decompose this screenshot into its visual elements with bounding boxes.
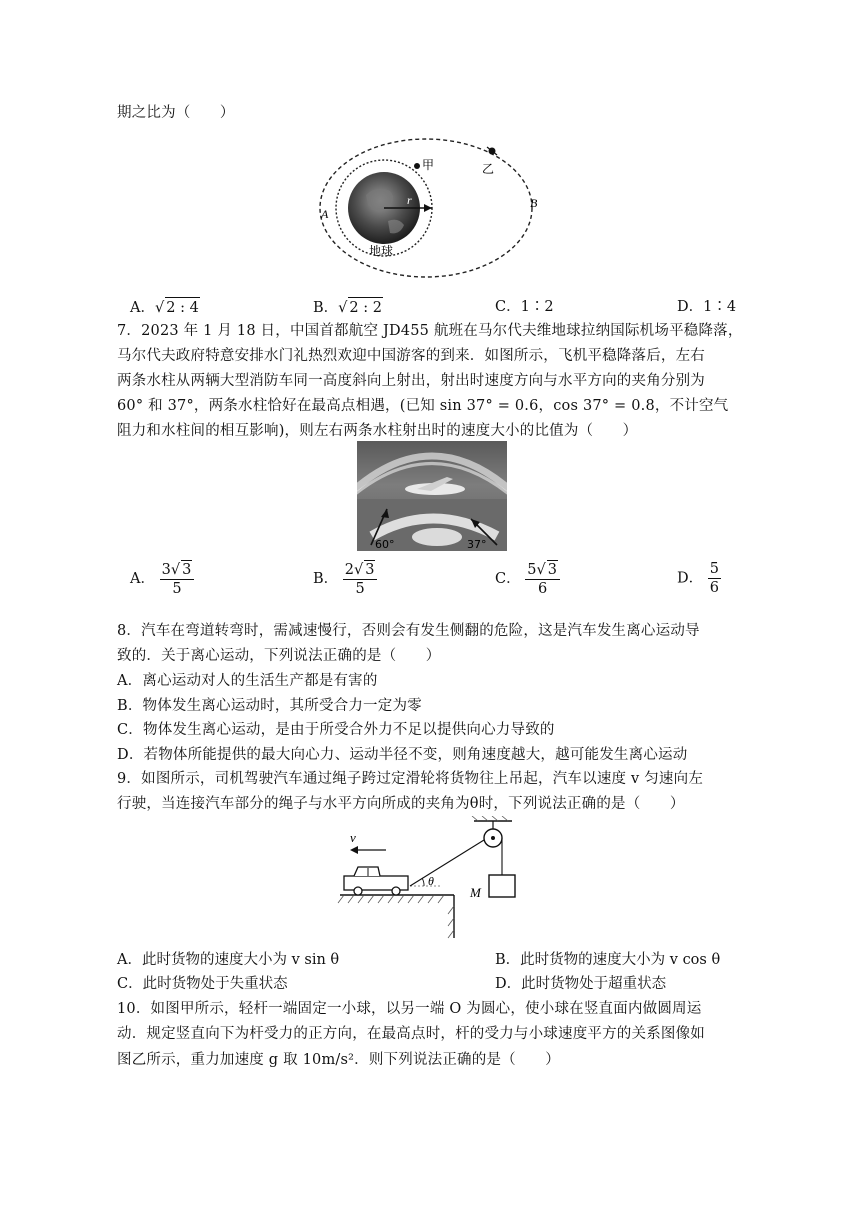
q9-option-c: C．此时货物处于失重状态 (117, 976, 288, 992)
q7-line-1: 7．2023 年 1 月 18 日，中国首都航空 JD455 航班在马尔代夫维地球拉纳国际机场平稳降落， (117, 323, 743, 339)
angle-left-label: 60° (375, 538, 395, 551)
label-m: M (470, 885, 481, 900)
q10-line-2: 动．规定竖直向下为杆受力的正方向，在最高点时，杆的受力与小球速度平方的关系图像如 (117, 1026, 705, 1042)
rope (410, 840, 484, 886)
q8-option-a: A．离心运动对人的生活生产都是有害的 (117, 673, 378, 689)
q7-line-2: 马尔代夫政府特意安排水门礼热烈欢迎中国游客的到来．如图所示，飞机平稳降落后，左右 (117, 348, 705, 364)
q7-line-4: 60° 和 37°，两条水柱恰好在最高点相遇，(已知 sin 37° = 0.6，cos 37° = 0.8，不计空气 (117, 398, 729, 414)
label-earth: 地球 (369, 244, 394, 258)
satellite-jia-icon (414, 163, 420, 169)
q9-option-d: D．此时货物处于超重状态 (495, 976, 667, 992)
q9-option-b: B．此时货物的速度大小为 v cos θ (495, 952, 721, 968)
label-r: r (407, 193, 412, 207)
label-a: A (321, 207, 329, 221)
q10-line-1: 10．如图甲所示，轻杆一端固定一小球，以另一端 O 为圆心，使小球在竖直面内做圆周运 (117, 1001, 702, 1017)
q6-option-c: C．1∶2 (495, 299, 554, 315)
truck-icon (344, 867, 408, 895)
water-salute-photo (357, 441, 507, 551)
q7-line-3: 两条水柱从两辆大型消防车同一高度斜向上射出，射出时速度方向与水平方向的夹角分别为 (117, 373, 705, 389)
label-jia: 甲 (422, 158, 435, 172)
q6-option-b: B．√ 2 : 2 (313, 297, 383, 318)
label-yi: 乙 (482, 162, 495, 176)
q9-line-2: 行驶，当连接汽车部分的绳子与水平方向所成的夹角为θ时，下列说法正确的是（ ） (117, 796, 685, 812)
q7-option-a: A． $\frac{3√ 3}{5}$ (130, 560, 194, 598)
q6-tail-text: 期之比为（ ） (117, 105, 235, 121)
q8-option-b: B．物体发生离心运动时，其所受合力一定为零 (117, 698, 422, 714)
orbit-figure (318, 135, 540, 281)
q7-line-5: 阻力和水柱间的相互影响)，则左右两条水柱射出时的速度大小的比值为（ ） (117, 423, 638, 439)
q9-option-a: A．此时货物的速度大小为 v sin θ (117, 952, 340, 968)
q8-line-2: 致的．关于离心运动，下列说法正确的是（ ） (117, 648, 441, 664)
q7-option-b: B． $\frac{2√ 3}{5}$ (313, 560, 377, 598)
label-v: v (350, 830, 356, 845)
q7-option-d: D． $\frac{5}{6}$ (677, 561, 719, 596)
q8-option-c: C．物体发生离心运动，是由于所受合外力不足以提供向心力导致的 (117, 722, 555, 738)
q10-line-3: 图乙所示，重力加速度 g 取 10m/s²．则下列说法正确的是（ ） (117, 1052, 560, 1068)
label-theta: θ (428, 874, 434, 888)
q6-option-a: A．√ 2 : 4 (130, 297, 200, 318)
q8-line-1: 8．汽车在弯道转弯时，需减速慢行，否则会有发生侧翻的危险，这是汽车发生离心运动导 (117, 623, 700, 639)
label-b: B (530, 196, 538, 210)
q6-option-d: D．1∶4 (677, 299, 737, 315)
angle-right-label: 37° (467, 538, 487, 551)
mass-block (489, 875, 515, 897)
q8-option-d: D．若物体所能提供的最大向心力、运动半径不变，则角速度越大，越可能发生离心运动 (117, 747, 688, 763)
q7-option-c: C． $\frac{5√ 3}{6}$ (495, 560, 560, 598)
pulley-figure (336, 816, 524, 940)
q9-line-1: 9．如图所示，司机驾驶汽车通过绳子跨过定滑轮将货物往上吊起，汽车以速度 v 匀速向左 (117, 771, 704, 787)
